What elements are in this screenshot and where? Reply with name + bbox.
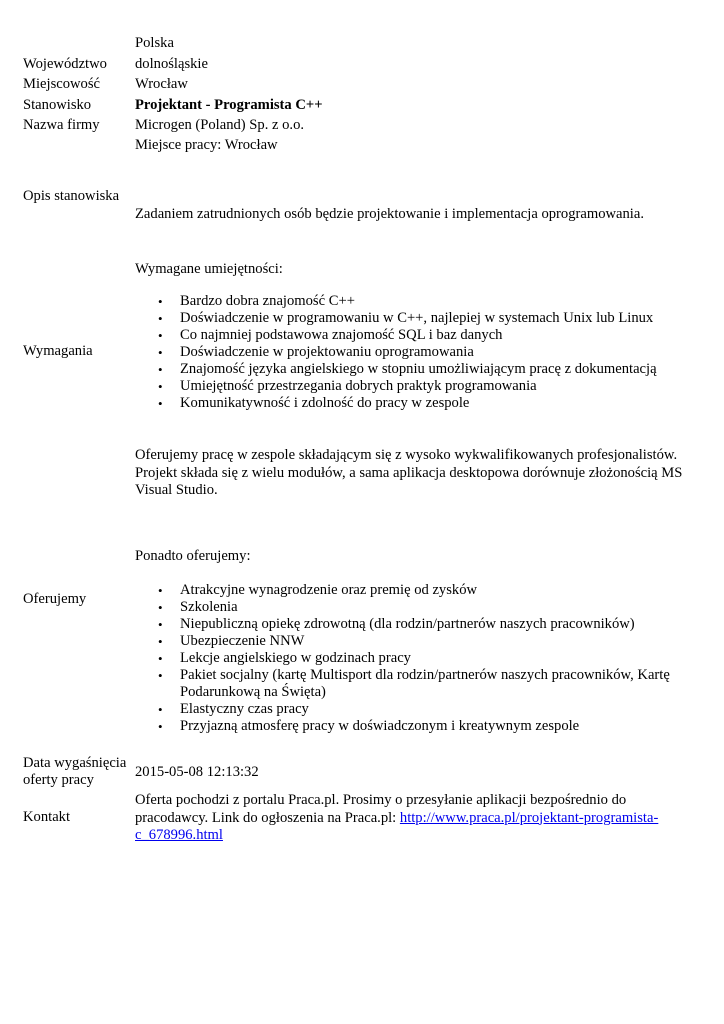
bullet-icon: • bbox=[158, 634, 163, 649]
offer-text: Szkolenia bbox=[180, 599, 238, 615]
list-item bbox=[135, 633, 695, 650]
list-item bbox=[135, 701, 695, 718]
bullet-icon: • bbox=[158, 294, 163, 309]
requirement-text: Co najmniej podstawowa znajomość SQL i baz danych bbox=[180, 327, 503, 343]
requirement-text: Bardzo dobra znajomość C++ bbox=[180, 293, 355, 309]
offer-label: Oferujemy bbox=[23, 591, 87, 607]
bullet-icon: • bbox=[158, 600, 163, 615]
list-item bbox=[135, 327, 695, 344]
list-item bbox=[135, 599, 695, 616]
offer-intro: Ponadto oferujemy: bbox=[135, 548, 251, 564]
city-label: Miejscowość bbox=[23, 76, 101, 92]
contact-text-block bbox=[135, 792, 670, 845]
list-item bbox=[135, 718, 695, 735]
offer-paragraph: Oferujemy pracę w zespole składającym się z wysoko wykwalifikowanych profesjonalistów. Projekt składa się z wielu modułów, a sama aplikacja desktopowa dorównuje złożonością MS Visual Studio. bbox=[135, 447, 683, 498]
workplace-value: Miejsce pracy: Wrocław bbox=[135, 137, 278, 153]
description-text: Zadaniem zatrudnionych osób będzie projektowanie i implementacja oprogramowania. bbox=[135, 206, 644, 222]
company-label: Nazwa firmy bbox=[23, 117, 100, 133]
list-item bbox=[135, 378, 695, 395]
offer-text: Niepubliczną opiekę zdrowotną (dla rodzin/partnerów naszych pracowników) bbox=[180, 616, 635, 632]
requirement-text: Znajomość języka angielskiego w stopniu umożliwiającym pracę z dokumentacją bbox=[180, 361, 657, 377]
requirement-text: Doświadczenie w projektowaniu oprogramowania bbox=[180, 344, 474, 360]
requirements-list bbox=[135, 293, 695, 412]
bullet-icon: • bbox=[158, 345, 163, 360]
contact-text: Oferta pochodzi z portalu Praca.pl. Prosimy o przesyłanie aplikacji bezpośrednio do pracodawcy. Link do ogłoszenia na Praca.pl: bbox=[135, 792, 627, 826]
list-item bbox=[135, 582, 695, 599]
requirement-text: Komunikatywność i zdolność do pracy w zespole bbox=[180, 395, 470, 411]
company-name: Microgen (Poland) Sp. z o.o. bbox=[135, 117, 305, 133]
offer-text: Ubezpieczenie NNW bbox=[180, 633, 305, 649]
expiry-label-line2: oferty pracy bbox=[23, 772, 94, 788]
bullet-icon: • bbox=[158, 328, 163, 343]
bullet-icon: • bbox=[158, 396, 163, 411]
offer-list bbox=[135, 582, 695, 735]
bullet-icon: • bbox=[158, 668, 163, 683]
bullet-icon: • bbox=[158, 702, 163, 717]
requirements-label: Wymagania bbox=[23, 343, 93, 359]
expiry-date: 2015-05-08 12:13:32 bbox=[135, 764, 259, 780]
contact-label: Kontakt bbox=[23, 809, 71, 825]
expiry-label-line1: Data wygaśnięcia bbox=[23, 755, 127, 771]
offer-text: Elastyczny czas pracy bbox=[180, 701, 309, 717]
position-label: Stanowisko bbox=[23, 97, 92, 113]
requirement-text: Doświadczenie w programowaniu w C++, najlepiej w systemach Unix lub Linux bbox=[180, 310, 654, 326]
voivodeship-label: Województwo bbox=[23, 56, 107, 72]
bullet-icon: • bbox=[158, 651, 163, 666]
requirement-text: Umiejętność przestrzegania dobrych praktyk programowania bbox=[180, 378, 537, 394]
bullet-icon: • bbox=[158, 719, 163, 734]
country-value: Polska bbox=[135, 35, 174, 51]
offer-text: Atrakcyjne wynagrodzenie oraz premię od zysków bbox=[180, 582, 478, 598]
bullet-icon: • bbox=[158, 583, 163, 598]
city-value: Wrocław bbox=[135, 76, 188, 92]
requirements-intro: Wymagane umiejętności: bbox=[135, 261, 283, 277]
list-item bbox=[135, 616, 695, 633]
bullet-icon: • bbox=[158, 311, 163, 326]
bullet-icon: • bbox=[158, 379, 163, 394]
list-item bbox=[135, 667, 695, 701]
list-item bbox=[135, 344, 695, 361]
offer-text: Lekcje angielskiego w godzinach pracy bbox=[180, 650, 411, 666]
list-item bbox=[135, 310, 695, 327]
list-item bbox=[135, 293, 695, 310]
voivodeship-value: dolnośląskie bbox=[135, 56, 208, 72]
offer-text: Przyjazną atmosferę pracy w doświadczonym i kreatywnym zespole bbox=[180, 718, 580, 734]
position-title: Projektant - Programista C++ bbox=[135, 97, 323, 113]
bullet-icon: • bbox=[158, 617, 163, 632]
list-item bbox=[135, 650, 695, 667]
description-label: Opis stanowiska bbox=[23, 188, 120, 204]
bullet-icon: • bbox=[158, 362, 163, 377]
offer-text: Pakiet socjalny (kartę Multisport dla rodzin/partnerów naszych pracowników, Kartę Podarunkową na Święta) bbox=[180, 667, 670, 700]
job-offer-link[interactable]: http://www.praca.pl/projektant-programista-c_678996.html bbox=[135, 809, 659, 843]
list-item bbox=[135, 395, 695, 412]
list-item bbox=[135, 361, 695, 378]
